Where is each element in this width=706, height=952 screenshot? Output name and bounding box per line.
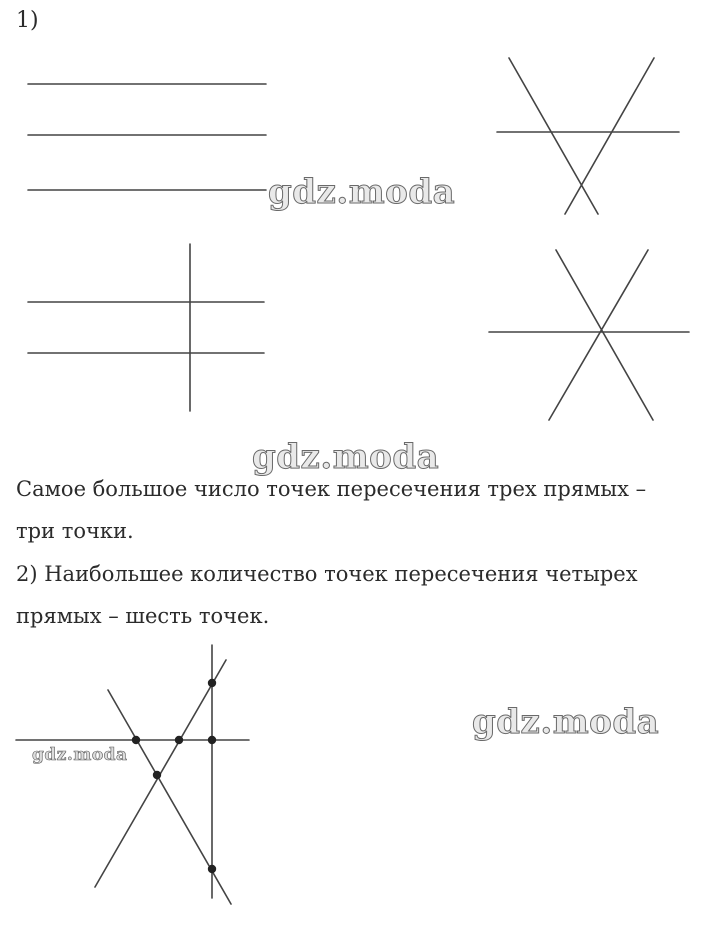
intersection-point — [208, 865, 216, 873]
intersection-point — [208, 736, 216, 744]
intersection-point — [153, 771, 161, 779]
concurrent-diagonal-1 — [556, 250, 653, 420]
answer-1-line-2: три точки. — [16, 519, 134, 543]
intersection-point — [175, 736, 183, 744]
figure-three-concurrent-lines — [489, 250, 689, 420]
figure-two-parallel-one-transversal — [28, 244, 264, 411]
concurrent-diagonal-2 — [549, 250, 648, 420]
figure-three-lines-three-points — [497, 58, 679, 214]
watermark-logo: gdz.moda — [268, 172, 456, 212]
diagonal-line-2 — [565, 58, 654, 214]
watermark-logo: gdz.moda — [472, 702, 660, 742]
diagonal-line-1 — [509, 58, 598, 214]
watermark-logo: gdz.moda — [32, 745, 128, 765]
answer-1-line-1: Самое большое число точек пересечения трех прямых – — [16, 477, 647, 501]
answer-2-line-1: 2) Наибольшее количество точек пересечения четырех — [16, 562, 638, 586]
answer-2-line-2: прямых – шесть точек. — [16, 604, 270, 628]
intersection-point — [132, 736, 140, 744]
section-1-label: 1) — [16, 8, 39, 33]
intersection-points — [132, 679, 216, 873]
intersection-point — [208, 679, 216, 687]
watermark-logo: gdz.moda — [252, 437, 440, 477]
figure-three-parallel-lines — [28, 84, 266, 190]
